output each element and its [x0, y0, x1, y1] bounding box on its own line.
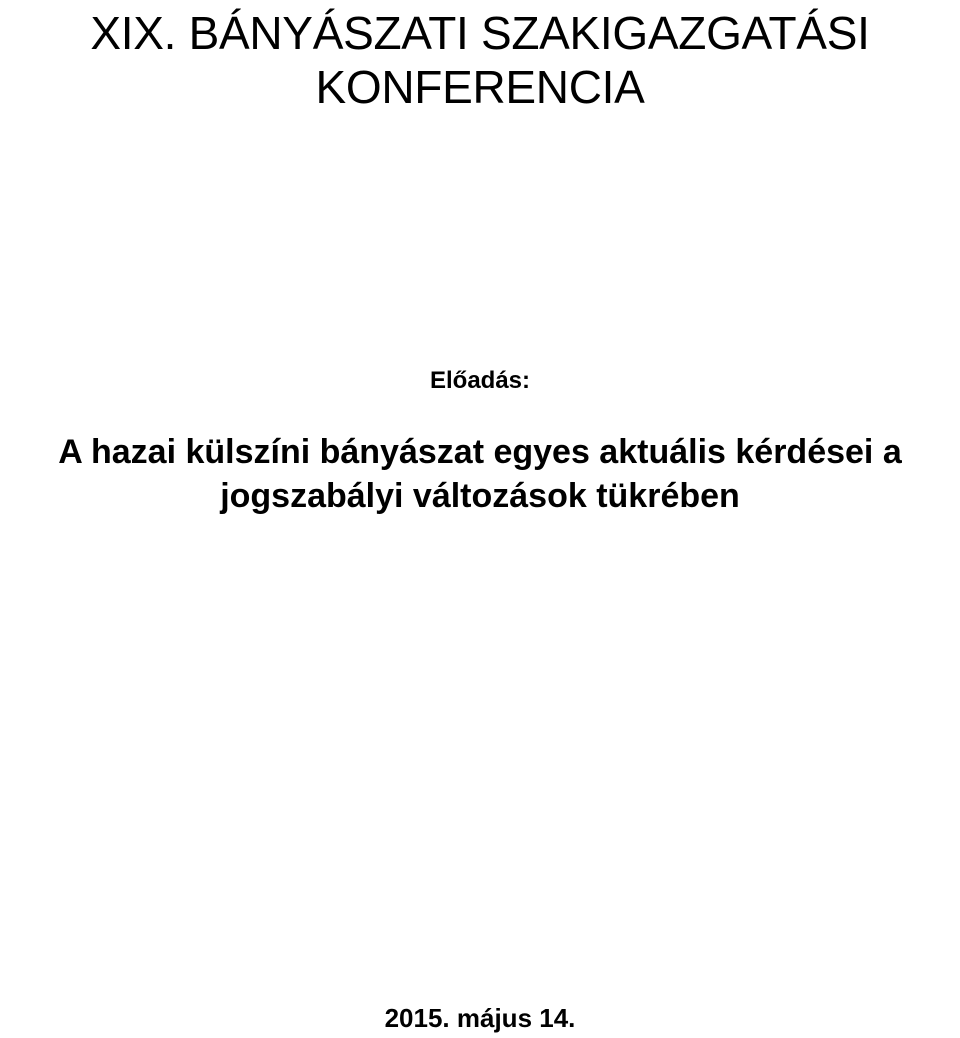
conference-title-line-2: KONFERENCIA — [315, 61, 645, 113]
conference-title-line-1: XIX. BÁNYÁSZATI SZAKIGAZGATÁSI — [90, 7, 870, 59]
event-date: 2015. május 14. — [384, 1003, 576, 1033]
conference-title — [0, 6, 960, 114]
lecture-title — [0, 430, 960, 518]
lecture-title-line-1: A hazai külszíni bányászat egyes aktuális kérdései a — [58, 433, 902, 471]
lecture-title-line-2: jogszabályi változások tükrében — [220, 477, 740, 515]
lecture-label: Előadás: — [429, 367, 531, 394]
